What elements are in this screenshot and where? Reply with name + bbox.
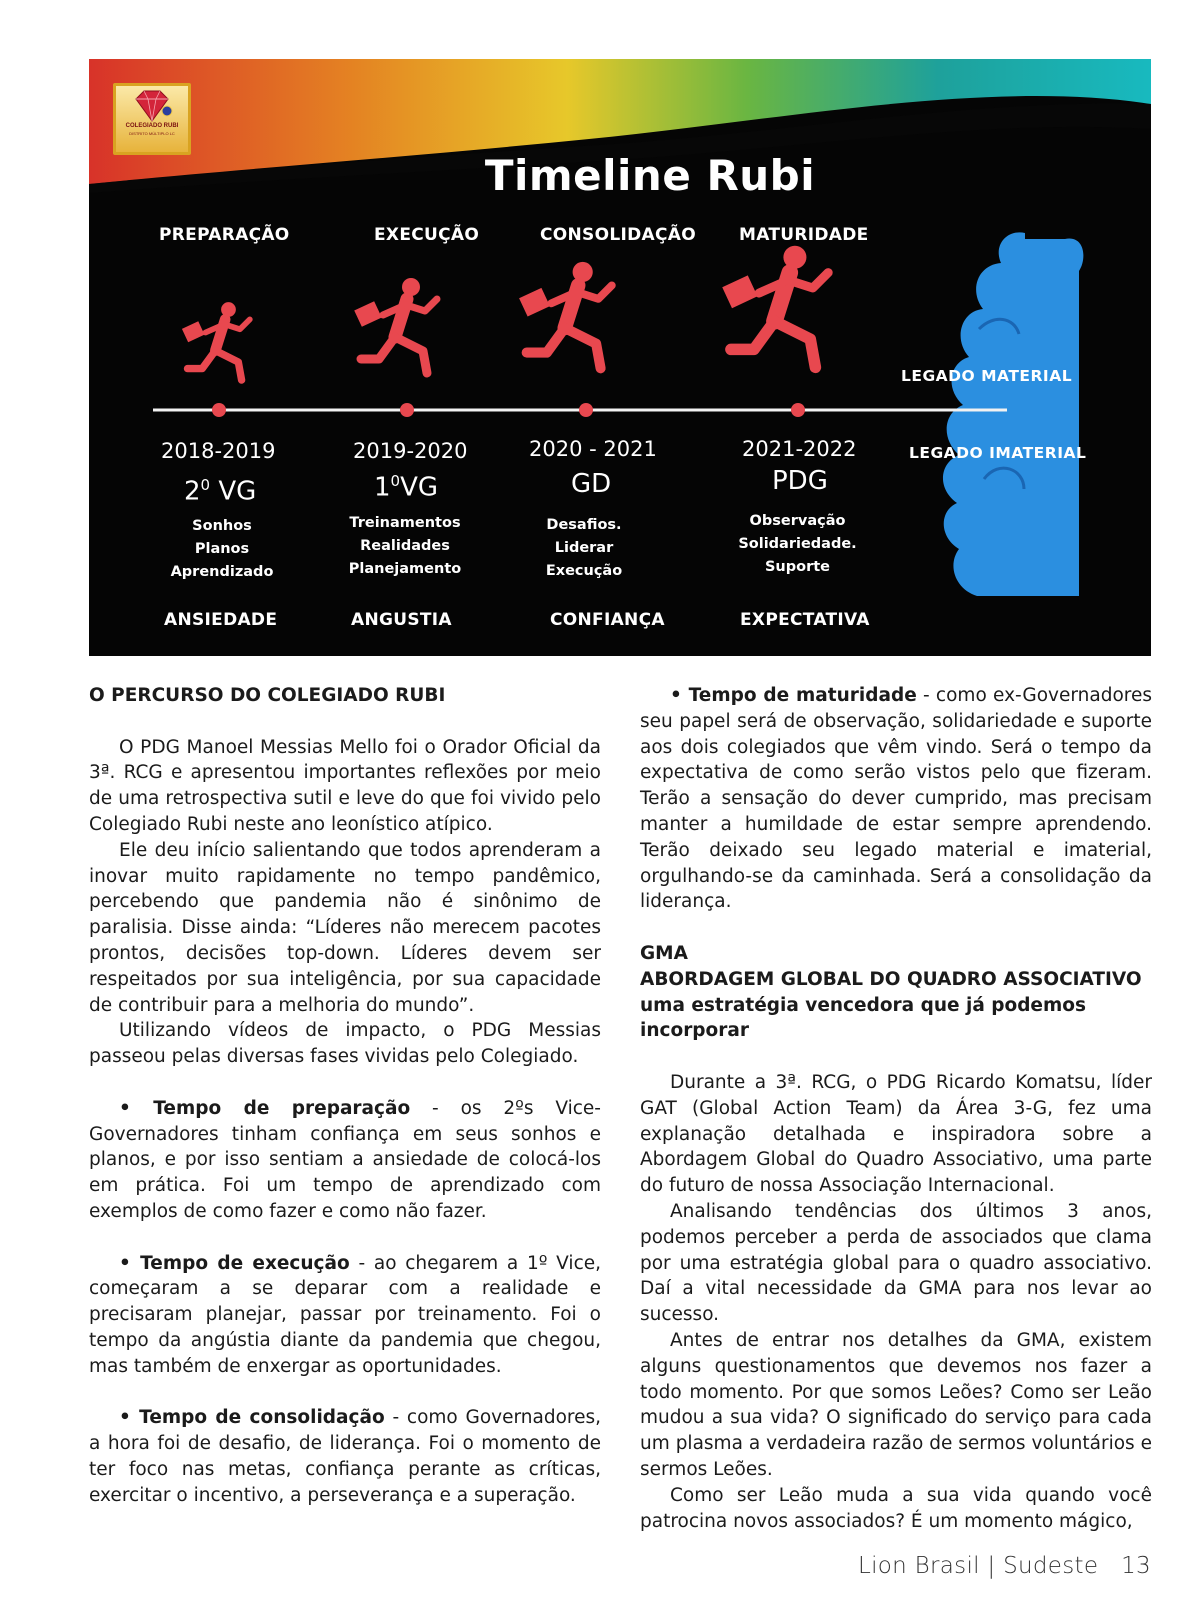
- period-year: 2020 - 2021: [529, 437, 657, 461]
- period-year: 2019-2020: [353, 439, 468, 463]
- bullet-label: • Tempo de preparação: [119, 1097, 411, 1119]
- logo-subtext: DISTRITO MÚLTIPLO LC: [129, 131, 175, 136]
- phase-label: MATURIDADE: [739, 225, 869, 245]
- timeline-dot: [400, 403, 414, 417]
- bullet-paragraph: • Tempo de preparação - os 2ºs Vice-Governadores tinham confiança em seus sonhos e planos, e por isso sentiam a ansiedade de colocá-los em prática. Foi um tempo de aprendizado com exemplos de como fazer e como não fazer.: [89, 1097, 601, 1222]
- page-footer: [858, 1553, 1151, 1579]
- paragraph: Como ser Leão muda a sua vida quando você patrocina novos associados? É um momento mágico,: [640, 1484, 1152, 1532]
- timeline-dot: [579, 403, 593, 417]
- paragraph: Ele deu início salientando que todos aprenderam a inovar muito rapidamente no tempo pandêmico, percebendo que pandemia não é sinônimo de paralisia. Disse ainda: “Líderes não merecem pacotes prontos, decisões top-down. Líderes devem ser respeitados por sua inteligência, por sua capacidade de contribuir para a melhoria do mundo”.: [89, 839, 601, 1016]
- article-left-column: [89, 683, 601, 1509]
- section-subheading: uma estratégia vencedora que já podemos incorporar: [640, 994, 1086, 1042]
- phase-label: PREPARAÇÃO: [159, 225, 290, 245]
- section-heading: O PERCURSO DO COLEGIADO RUBI: [89, 685, 446, 706]
- bullet-paragraph: • Tempo de consolidação - como Governadores, a hora foi de desafio, de liderança. Foi o momento de ter foco nas metas, confiança perante as críticas, exercitar o incentivo, a perseverança e a superação.: [89, 1407, 601, 1506]
- period-description: Sonhos Planos Aprendizado: [170, 518, 274, 580]
- section-heading: GMA: [640, 942, 688, 964]
- page-number: 13: [1121, 1553, 1151, 1579]
- phase-label: CONSOLIDAÇÃO: [540, 225, 696, 245]
- period-description: Desafios. Liderar Execução: [545, 517, 623, 579]
- paragraph: Analisando tendências dos últimos 3 anos, podemos perceber a perda de associados que clama por uma estratégia global para o quadro associativo. Daí a vital necessidade da GMA para nos levar ao sucesso.: [640, 1200, 1152, 1326]
- bullet-label: • Tempo de consolidação: [119, 1407, 385, 1429]
- bullet-paragraph: • Tempo de execução - ao chegarem a 1º Vice, começaram a se deparar com a realidade e precisaram planejar, passar por treinamento. Foi o tempo da angústia diante da pandemia que chegou, mas também de enxergar as oportunidades.: [89, 1252, 601, 1377]
- period-feeling: EXPECTATIVA: [740, 610, 870, 630]
- phase-label: EXECUÇÃO: [374, 225, 480, 245]
- period-rank: $2^0$ VG: [184, 476, 257, 507]
- paragraph: Utilizando vídeos de impacto, o PDG Messias passeou pelas diversas fases vividas pelo Colegiado.: [89, 1020, 601, 1068]
- bullet-label: • Tempo de maturidade: [670, 685, 917, 706]
- period-feeling: ANSIEDADE: [164, 610, 278, 630]
- period-description: Observação Solidariedade. Suporte: [738, 513, 857, 575]
- banner-title: Timeline Rubi: [484, 151, 816, 200]
- bullet-paragraph: • Tempo de maturidade - como ex-Governadores seu papel será de observação, solidariedade e suporte aos dois colegiados que vêm vindo. Será o tempo da expectativa de como serão vistos pelo que fizeram. Terão a sensação do dever cumprido, mas precisam manter a humildade de estar sempre aprendendo. Terão deixado seu legado material e imaterial, orgulhando-se da caminhada. Será a consolidação da liderança.: [640, 685, 1152, 913]
- paragraph: Durante a 3ª. RCG, o PDG Ricardo Komatsu, líder GAT (Global Action Team) da Área 3-G, fez uma explanação detalhada e inspiradora sobre a Abordagem Global do Quadro Associativo, uma parte do futuro de nossa Associação Internacional.: [640, 1071, 1152, 1197]
- period-rank: PDG: [772, 466, 828, 496]
- period-feeling: ANGUSTIA: [351, 610, 452, 630]
- period-feeling: CONFIANÇA: [550, 610, 665, 630]
- running-businessman-icon: [182, 302, 250, 380]
- period-rank: $1^0VG$: [374, 472, 439, 503]
- period-year: 2021-2022: [742, 437, 857, 461]
- section-heading: ABORDAGEM GLOBAL DO QUADRO ASSOCIATIVO: [640, 968, 1142, 990]
- legado-material-label: LEGADO MATERIAL: [901, 367, 1073, 385]
- running-businessman-icon: [519, 262, 612, 368]
- period-year: 2018-2019: [161, 439, 276, 463]
- legacy-cloud-icon: [943, 232, 1083, 596]
- period-rank: GD: [571, 469, 612, 499]
- timeline-dot: [791, 403, 805, 417]
- running-businessman-icon: [354, 278, 437, 373]
- logo-text: COLEGIADO RUBI: [125, 123, 179, 129]
- running-businessman-icon: [722, 246, 828, 368]
- paragraph: Antes de entrar nos detalhes da GMA, existem alguns questionamentos que devemos nos fazer a todo momento. Por que somos Leões? Como ser Leão mudou a sua vida? O significado do serviço para cada um plasma a verdadeira razão de sermos voluntários e sermos Leões.: [640, 1329, 1152, 1480]
- bullet-label: • Tempo de execução: [119, 1252, 350, 1274]
- publication-name: Lion Brasil | Sudeste: [857, 1553, 1099, 1579]
- period-description: Treinamentos Realidades Planejamento: [348, 515, 462, 577]
- timeline-banner: [89, 59, 1151, 656]
- timeline-dot: [212, 403, 226, 417]
- legado-imaterial-label: LEGADO IMATERIAL: [909, 444, 1087, 462]
- paragraph: O PDG Manoel Messias Mello foi o Orador Oficial da 3ª. RCG e apresentou importantes reflexões por meio de uma retrospectiva sutil e leve do que foi vivido pelo Colegiado Rubi neste ano leonístico atípico.: [89, 736, 601, 835]
- article-right-column: [640, 683, 1152, 1534]
